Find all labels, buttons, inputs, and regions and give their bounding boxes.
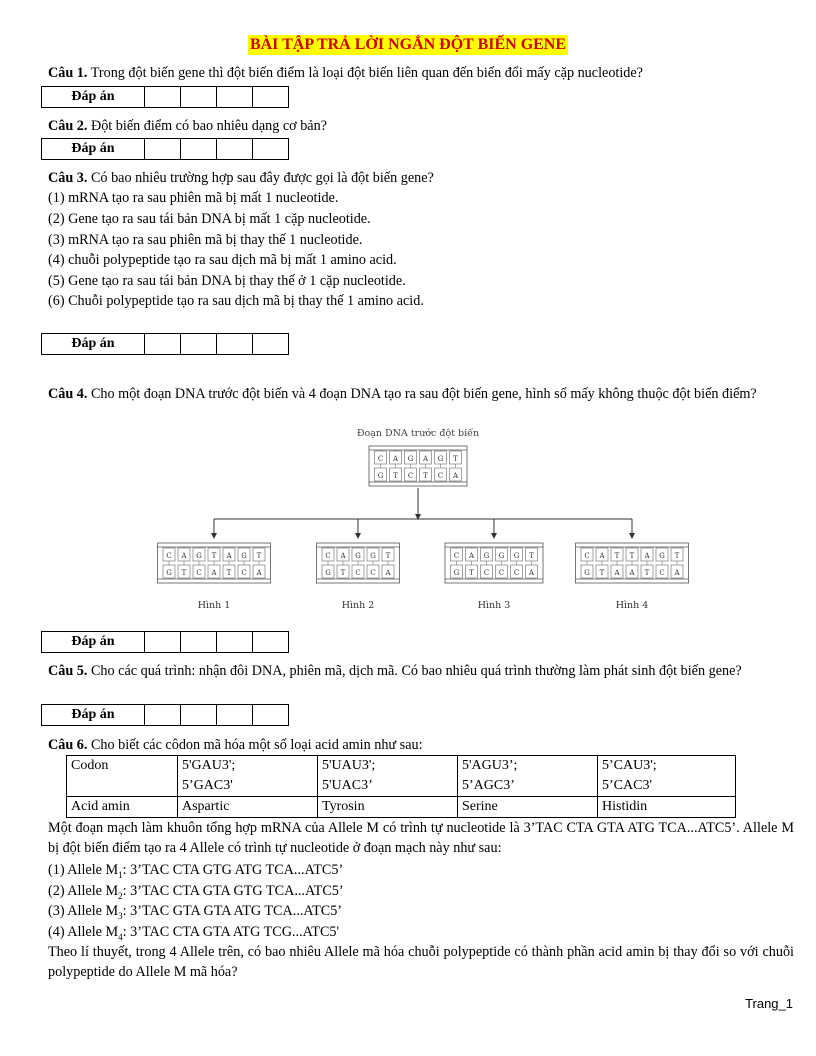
answer-cell[interactable] [181,87,217,108]
arrow-head [211,533,217,539]
base-letter: G [355,552,361,560]
q3-item: (6) Chuỗi polypeptide tạo ra sau dịch mã bị thay thế 1 amino acid. [48,293,424,309]
base-letter: A [674,569,680,577]
base-letter: A [599,552,605,560]
answer-cell[interactable] [181,705,217,726]
base-letter: C [325,552,331,560]
amino-header: Acid amin [67,797,178,818]
base-letter: T [629,552,635,560]
answer-box-2 [41,138,289,160]
base-letter: A [256,569,262,577]
q3-item: (3) mRNA tạo ra sau phiên mã bị thay thế 1 nucleotide. [48,232,363,248]
allele-line: (4) Allele $M_4$: 3’TAC CTA GTA ATG TCG...ATC5' [48,924,340,942]
base-letter: T [614,552,620,560]
base-letter: T [423,472,428,480]
answer-cell[interactable] [253,705,289,726]
answer-label: Đáp án [42,632,145,653]
question-text: Cho một đoạn DNA trước đột biến và 4 đoạn DNA tạo ra sau đột biến gene, hình số mấy không thuộc đột biến điểm? [87,386,757,402]
question-number: Câu 6. [48,737,88,753]
answer-cell[interactable] [145,632,181,653]
base-letter: C [659,569,665,577]
question-3 [48,168,794,188]
base-letter: G [513,552,520,560]
base-letter: C [241,569,247,577]
base-letter: G [437,455,444,463]
answer-box-5 [41,704,289,726]
base-letter: A [614,569,620,577]
base-letter: C [407,472,414,480]
base-letter: G [483,552,490,560]
base-letter: C [166,552,172,560]
question-number: Câu 3. [48,170,88,186]
answer-cell[interactable] [217,334,253,355]
base-letter: A [528,569,535,577]
base-letter: A [629,569,635,577]
base-letter: C [370,569,376,577]
amino-cell: Histidin [598,797,736,818]
q3-item: (4) chuỗi polypeptide tạo ra sau dịch mã bị mất 1 amino acid. [48,252,397,268]
amino-cell: Tyrosin [318,797,458,818]
base-letter: G [241,552,247,560]
base-letter: C [483,569,490,577]
base-letter: G [407,455,414,463]
base-letter: A [211,569,217,577]
dna-panel-3 [445,543,543,583]
base-letter: G [196,552,202,560]
page-footer: Trang_1 [745,996,793,1011]
answer-cell[interactable] [145,139,181,160]
dna-panel-4 [576,543,689,583]
base-letter: T [453,455,458,463]
codon-cell: 5’CAU3'; 5’CAC3' [598,756,736,797]
base-letter: T [644,569,650,577]
allele-line: (2) Allele $M_2$: 3’TAC CTA GTA GTG TCA...ATC5’ [48,883,344,901]
answer-label: Đáp án [42,87,145,108]
base-letter: A [226,552,232,560]
codon-header: Codon [67,756,178,797]
base-letter: A [181,552,187,560]
q6-paragraph: Một đoạn mạch làm khuôn tổng hợp mRNA của Allele M có trình tự nucleotide là 3’TAC CTA GTA ATG TCA...ATC5’. Allele M bị đột biến điểm tạo ra 4 Allele có trình tự nucleotide ở đoạn mạch này như sau: [48,820,794,856]
answer-cell[interactable] [217,87,253,108]
answer-cell[interactable] [217,139,253,160]
question-text: Có bao nhiêu trường hợp sau đây được gọi là đột biến gene? [87,170,434,186]
base-letter: C [498,569,505,577]
answer-cell[interactable] [217,705,253,726]
dna-mutation-figure [140,422,696,620]
base-letter: G [370,552,376,560]
base-letter: T [469,569,474,577]
base-letter: T [393,472,398,480]
question-6 [48,735,794,755]
base-letter: C [513,569,520,577]
answer-label: Đáp án [42,139,145,160]
base-letter: C [355,569,361,577]
answer-cell[interactable] [181,632,217,653]
base-letter: T [226,569,232,577]
base-letter: G [498,552,505,560]
answer-cell[interactable] [145,334,181,355]
answer-box-1 [41,86,289,108]
amino-cell: Serine [458,797,598,818]
base-letter: A [452,472,459,480]
answer-cell[interactable] [253,334,289,355]
arrow-head [355,533,361,539]
codon-row [67,756,736,797]
arrow-head [491,533,497,539]
page-title: BÀI TẬP TRẢ LỜI NGẮN ĐỘT BIẾN GENE [249,36,567,53]
base-letter: G [377,472,384,480]
amino-row [67,797,736,818]
base-letter: G [166,569,172,577]
answer-cell[interactable] [181,139,217,160]
panel-label: Hình 1 [197,600,231,611]
allele-line: (1) Allele $M_1$: 3’TAC CTA GTG ATG TCA...ATC5’ [48,862,344,880]
base-letter: G [453,569,460,577]
base-letter: A [392,455,399,463]
question-number: Câu 2. [48,118,88,134]
allele-line: (3) Allele $M_3$: 3’TAC GTA GTA ATG TCA...ATC5’ [48,903,343,921]
q3-item: (5) Gene tạo ra sau tái bản DNA bị thay thế ở 1 cặp nucleotide. [48,273,406,289]
title-wrap [0,35,816,55]
answer-label: Đáp án [42,705,145,726]
answer-cell[interactable] [181,334,217,355]
base-letter: A [385,569,391,577]
answer-box-3 [41,333,289,355]
answer-cell[interactable] [145,87,181,108]
question-number: Câu 4. [48,386,88,402]
panel-label: Hình 3 [477,600,511,611]
figure-top-label: Đoạn DNA trước đột biến [356,428,480,439]
question-4 [48,384,794,404]
q6-closing: Theo lí thuyết, trong 4 Allele trên, có bao nhiêu Allele mã hóa chuỗi polypeptide có thành phần acid amin bị thay đổi so với chuỗi polypeptide do Allele M mã hóa? [48,944,794,980]
panel-label: Hình 2 [341,600,375,611]
question-text: Trong đột biến gene thì đột biến điểm là loại đột biến liên quan đến biến đổi mấy cặp nucleotide? [87,65,643,81]
base-letter: G [659,552,665,560]
base-letter: C [437,472,444,480]
answer-cell[interactable] [253,632,289,653]
q3-item: (1) mRNA tạo ra sau phiên mã bị mất 1 nucleotide. [48,190,339,206]
base-letter: C [453,552,460,560]
base-letter: C [377,455,384,463]
base-letter: A [422,455,429,463]
base-letter: T [256,552,262,560]
base-letter: T [674,552,680,560]
answer-cell[interactable] [253,139,289,160]
dna-panel-1 [158,543,271,583]
base-letter: A [468,552,475,560]
dna-original [369,446,467,486]
answer-box-4 [41,631,289,653]
codon-cell: 5'GAU3'; 5’GAC3' [178,756,318,797]
question-text: Cho các quá trình: nhận đôi DNA, phiên mã, dịch mã. Có bao nhiêu quá trình thường làm phát sinh đột biến gene? [87,663,742,679]
question-2 [48,116,794,136]
base-letter: T [529,552,534,560]
base-letter: G [584,569,590,577]
base-letter: T [181,569,187,577]
question-number: Câu 5. [48,663,88,679]
answer-cell[interactable] [253,87,289,108]
dna-panel-2 [317,543,400,583]
answer-label: Đáp án [42,334,145,355]
answer-cell[interactable] [217,632,253,653]
codon-table [66,755,736,818]
question-number: Câu 1. [48,65,88,81]
base-letter: T [599,569,605,577]
question-text: Cho biết các côdon mã hóa một số loại acid amin như sau: [87,737,423,753]
codon-cell: 5'UAU3'; 5'UAC3’ [318,756,458,797]
base-letter: C [584,552,590,560]
base-letter: T [340,569,346,577]
amino-cell: Aspartic [178,797,318,818]
base-letter: C [196,569,202,577]
answer-cell[interactable] [145,705,181,726]
question-1 [48,63,794,83]
question-text: Đột biến điểm có bao nhiêu dạng cơ bản? [87,118,327,134]
base-letter: A [340,552,346,560]
q3-item: (2) Gene tạo ra sau tái bản DNA bị mất 1 cặp nucleotide. [48,211,371,227]
base-letter: T [211,552,217,560]
base-letter: A [644,552,650,560]
codon-cell: 5'AGU3’; 5’AGC3’ [458,756,598,797]
panel-label: Hình 4 [615,600,649,611]
base-letter: G [325,569,331,577]
base-letter: T [385,552,391,560]
question-5 [48,661,794,681]
arrow-head [629,533,635,539]
